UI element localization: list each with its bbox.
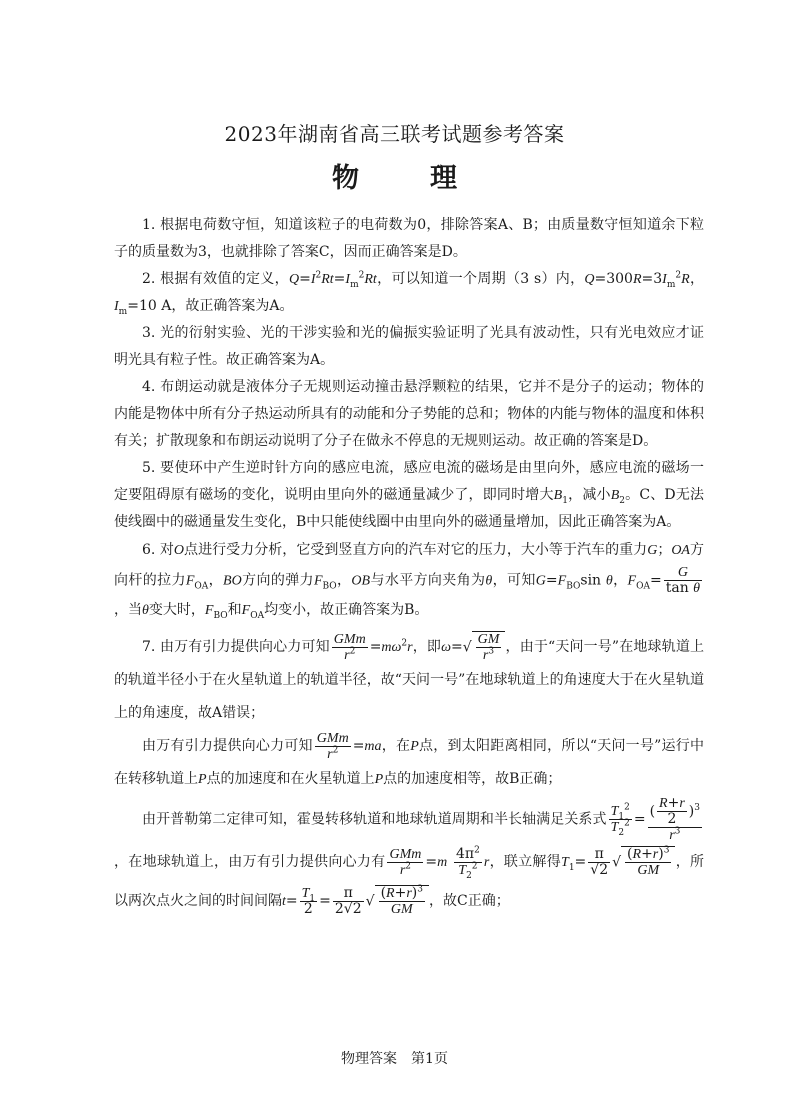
answer-7b: 由万有引力提供向心力可知 $\frac{\text{GMm}}{r^2}$ =ma，在P点，到太阳距离相同，所以“天问一号”运行中在转移轨道上P点的加速度和在火星轨道上P点的加速度相等，故B正确； [114, 730, 705, 787]
document-title: 2023年湖南省高三联考试题参考答案 [224, 122, 565, 146]
answer-6: 6. 对O点进行受力分析，它受到竖直方向的汽车对它的压力，大小等于汽车的重力G；OA方向杆的拉力$F_{OA}$，BO方向的弹力$F_{BO}$，OB与水平方向夹角为θ，可知$G=F_{BO}\sin$ θ，$F_{OA}=$ $\frac{G}{\text{tan θ}}$ ，当θ变大时，$F_{BO}$和$F_{OA}$均变小，故正确答案为B。 [114, 542, 705, 621]
answer-1: 1. 根据电荷数守恒，知道该粒子的电荷数为0，排除答案A、B；由质量数守恒知道余下粒子的质量数为3，也就排除了答案C，因而正确答案是D。 [114, 217, 704, 260]
page-footer: 物理答案 第1页 [341, 1051, 448, 1067]
subject-heading: 物 理 [332, 163, 479, 194]
answer-3: 3. 光的衍射实验、光的干涉实验和光的偏振实验证明了光具有波动性，只有光电效应才证明光具有粒子性。故正确答案为A。 [114, 325, 704, 368]
answer-7c: 由开普勒第二定律可知，霍曼转移轨道和地球轨道周期和半长轴满足关系式 $\frac{T_1^2}{T_2^2}$ = ( $\frac{R+r}{2}$ )$^3$ $r^3$ ，在地球轨道上，由万有引力提供向心力有 $\frac{\text{GMm}}{r^2}$ =m $\frac{4\pi^2}{T_2^2}$ r，联立解得$T_1=$ $\frac{\pi}{√2}$ √ $\frac{(R+r)^3}{GM}$ ，所以两次点火之间的时间间隔t= $\frac{T_1}{2}$ = $\frac{\pi}{2√2}$ √ $\frac{(R+r)^3}{GM}$ ，故C正确； [114, 795, 705, 917]
answer-4: 4. 布朗运动就是液体分子无规则运动撞击悬浮颗粒的结果，它并不是分子的运动；物体的内能是物体中所有分子热运动所具有的动能和分子势能的总和；物体的内能与物体的温度和体积有关；扩散现象和布朗运动说明了分子在做永不停息的无规则运动。故正确的答案是D。 [114, 379, 704, 449]
answers-body [114, 212, 704, 921]
answer-2: 2. 根据有效值的定义，$Q=I^2Rt=I_m^2Rt$，可以知道一个周期（3 s）内，$Q=300R=3I_m^2R$，$I_m=10$ A，故正确答案为A。 [114, 270, 705, 317]
answer-5: 5. 要使环中产生逆时针方向的感应电流，感应电流的磁场是由里向外，感应电流的磁场一定要阻碍原有磁场的变化，说明由里向外的磁通量减少了，即同时增大$B_1$，减小$B_2$。C、D无法使线圈中的磁通量发生变化，B中只能使线圈中由里向外的磁通量增加，因此正确答案为A。 [114, 460, 705, 530]
answer-7a: 7. 由万有引力提供向心力可知 $\frac{\text{GMm}}{r^2}$ $=m\omega^2r$，即ω=√ $\frac{GM}{r^3}$ ，由于“天问一号”在地球轨道上的轨道半径小于在火星轨道上的轨道半径，故“天问一号”在地球轨道上的角速度大于在火星轨道上的角速度，故A错误； [114, 631, 705, 721]
